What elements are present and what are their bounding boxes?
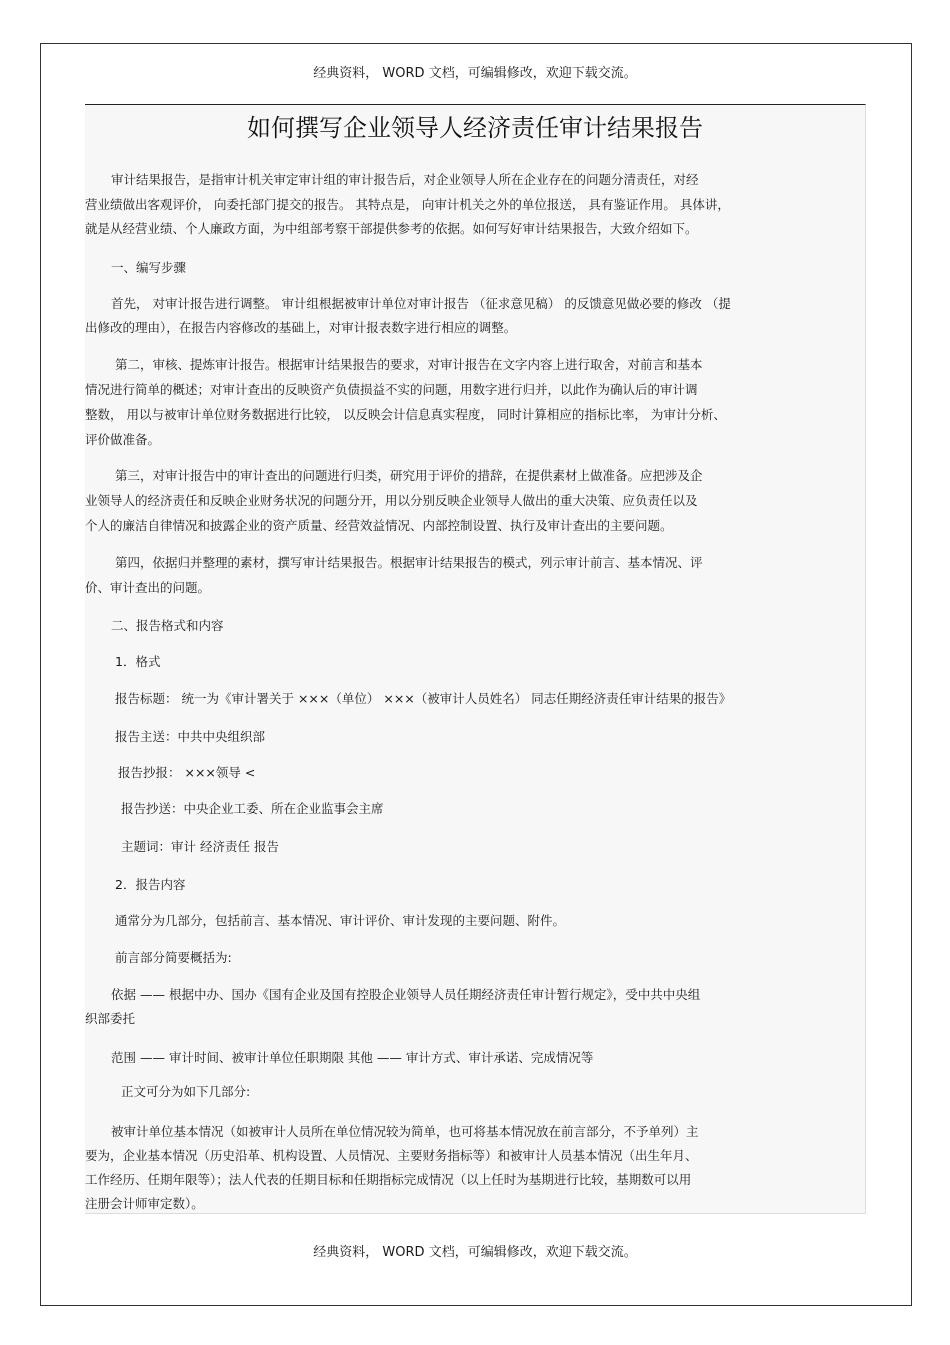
- section-heading-format: 二、报告格式和内容: [111, 618, 224, 633]
- content-parts: 通常分为几部分，包括前言、基本情况、审计评价、审计发现的主要问题、附件。: [115, 913, 566, 928]
- intro-line-2: 营业绩做出客观评价， 向委托部门提交的报告。 其特点是， 向审计机关之外的单位报送， 具有鉴证作用。 具体讲，: [85, 197, 730, 212]
- unit-basic-line-2: 要为，企业基本情况（历史沿革、机构设置、人员情况、主要财务指标等）和被审计人员基本情况（出生年月、: [85, 1148, 698, 1163]
- format-keywords: 主题词：审计 经济责任 报告: [121, 839, 279, 854]
- step4-line-1: 第四，依据归并整理的素材，撰写审计结果报告。根据审计结果报告的模式，列示审计前言、基本情况、评: [115, 555, 703, 570]
- unit-basic-line-3: 工作经历、任期年限等）；法人代表的任期目标和任期指标完成情况（以上任时为基期进行比较，基期数可以用: [85, 1172, 692, 1187]
- content-heading: 2．报告内容: [115, 877, 186, 892]
- format-report-to: 报告主送：中共中央组织部: [115, 729, 266, 744]
- basis-line-1: 依据 —— 根据中办、国办《国有企业及国有控股企业领导人员任期经济责任审计暂行规定》，受中共中央组: [111, 987, 701, 1002]
- format-report-title: 报告标题： 统一为《审计署关于 ×××（单位） ×××（被审计人员姓名） 同志任期经济责任审计结果的报告》: [115, 691, 732, 706]
- document-title: 如何撰写企业领导人经济责任审计结果报告: [247, 114, 703, 142]
- header-note: 经典资料， WORD 文档，可编辑修改，欢迎下载交流。: [313, 66, 637, 81]
- step3-line-2: 业领导人的经济责任和反映企业财务状况的问题分开，用以分别反映企业领导人做出的重大决策、应负责任以及: [85, 493, 698, 508]
- step1-line-2: 出修改的理由），在报告内容修改的基础上，对审计报表数字进行相应的调整。: [85, 320, 517, 335]
- intro-line-3: 就是从经营业绩、个人廉政方面，为中组部考察干部提供参考的依据。如何写好审计结果报告，大致介绍如下。: [85, 221, 698, 236]
- step3-line-1: 第三，对审计报告中的审计查出的问题进行归类，研究用于评价的措辞，在提供素材上做准备。应把涉及企: [115, 468, 703, 483]
- footer-note: 经典资料， WORD 文档，可编辑修改，欢迎下载交流。: [313, 1245, 637, 1260]
- step2-line-4: 评价做准备。: [85, 432, 161, 447]
- section-heading-steps: 一、编写步骤: [111, 260, 187, 275]
- step4-line-2: 价、审计查出的问题。: [85, 580, 211, 595]
- intro-line-1: 审计结果报告，是指审计机关审定审计组的审计报告后，对企业领导人所在企业存在的问题分清责任，对经: [111, 172, 699, 187]
- preface-summary: 前言部分简要概括为:: [115, 950, 232, 965]
- body-parts-line: 正文可分为如下几部分:: [121, 1084, 251, 1099]
- basis-line-2: 织部委托: [85, 1011, 136, 1026]
- step3-line-3: 个人的廉洁自律情况和披露企业的资产质量、经营效益情况、内部控制设置、执行及审计查出的主要问题。: [85, 518, 673, 533]
- scope-other-line: 范围 —— 审计时间、被审计单位任职期限 其他 —— 审计方式、审计承诺、完成情况等: [111, 1050, 594, 1065]
- step1-line-1: 首先， 对审计报告进行调整。 审计组根据被审计单位对审计报告 （征求意见稿） 的反馈意见做必要的修改 （提: [111, 296, 731, 311]
- step2-line-2: 情况进行简单的概述；对审计查出的反映资产负债损益不实的问题，用数字进行归并，以此作为确认后的审计调: [85, 382, 698, 397]
- step2-line-1: 第二，审核、提炼审计报告。根据审计结果报告的要求，对审计报告在文字内容上进行取舍，对前言和基本: [115, 357, 703, 372]
- format-heading: 1．格式: [115, 654, 161, 669]
- format-report-cc-2: 报告抄送：中央企业工委、所在企业监事会主席: [121, 801, 384, 816]
- step2-line-3: 整数， 用以与被审计单位财务数据进行比较， 以反映会计信息真实程度， 同时计算相应的指标比率， 为审计分析、: [85, 407, 726, 422]
- format-report-cc-1: 报告抄报： ×××领导 <: [118, 765, 256, 780]
- unit-basic-line-1: 被审计单位基本情况（如被审计人员所在单位情况较为简单，也可将基本情况放在前言部分，不予单列）主: [111, 1124, 699, 1139]
- unit-basic-line-4: 注册会计师审定数）。: [85, 1196, 204, 1211]
